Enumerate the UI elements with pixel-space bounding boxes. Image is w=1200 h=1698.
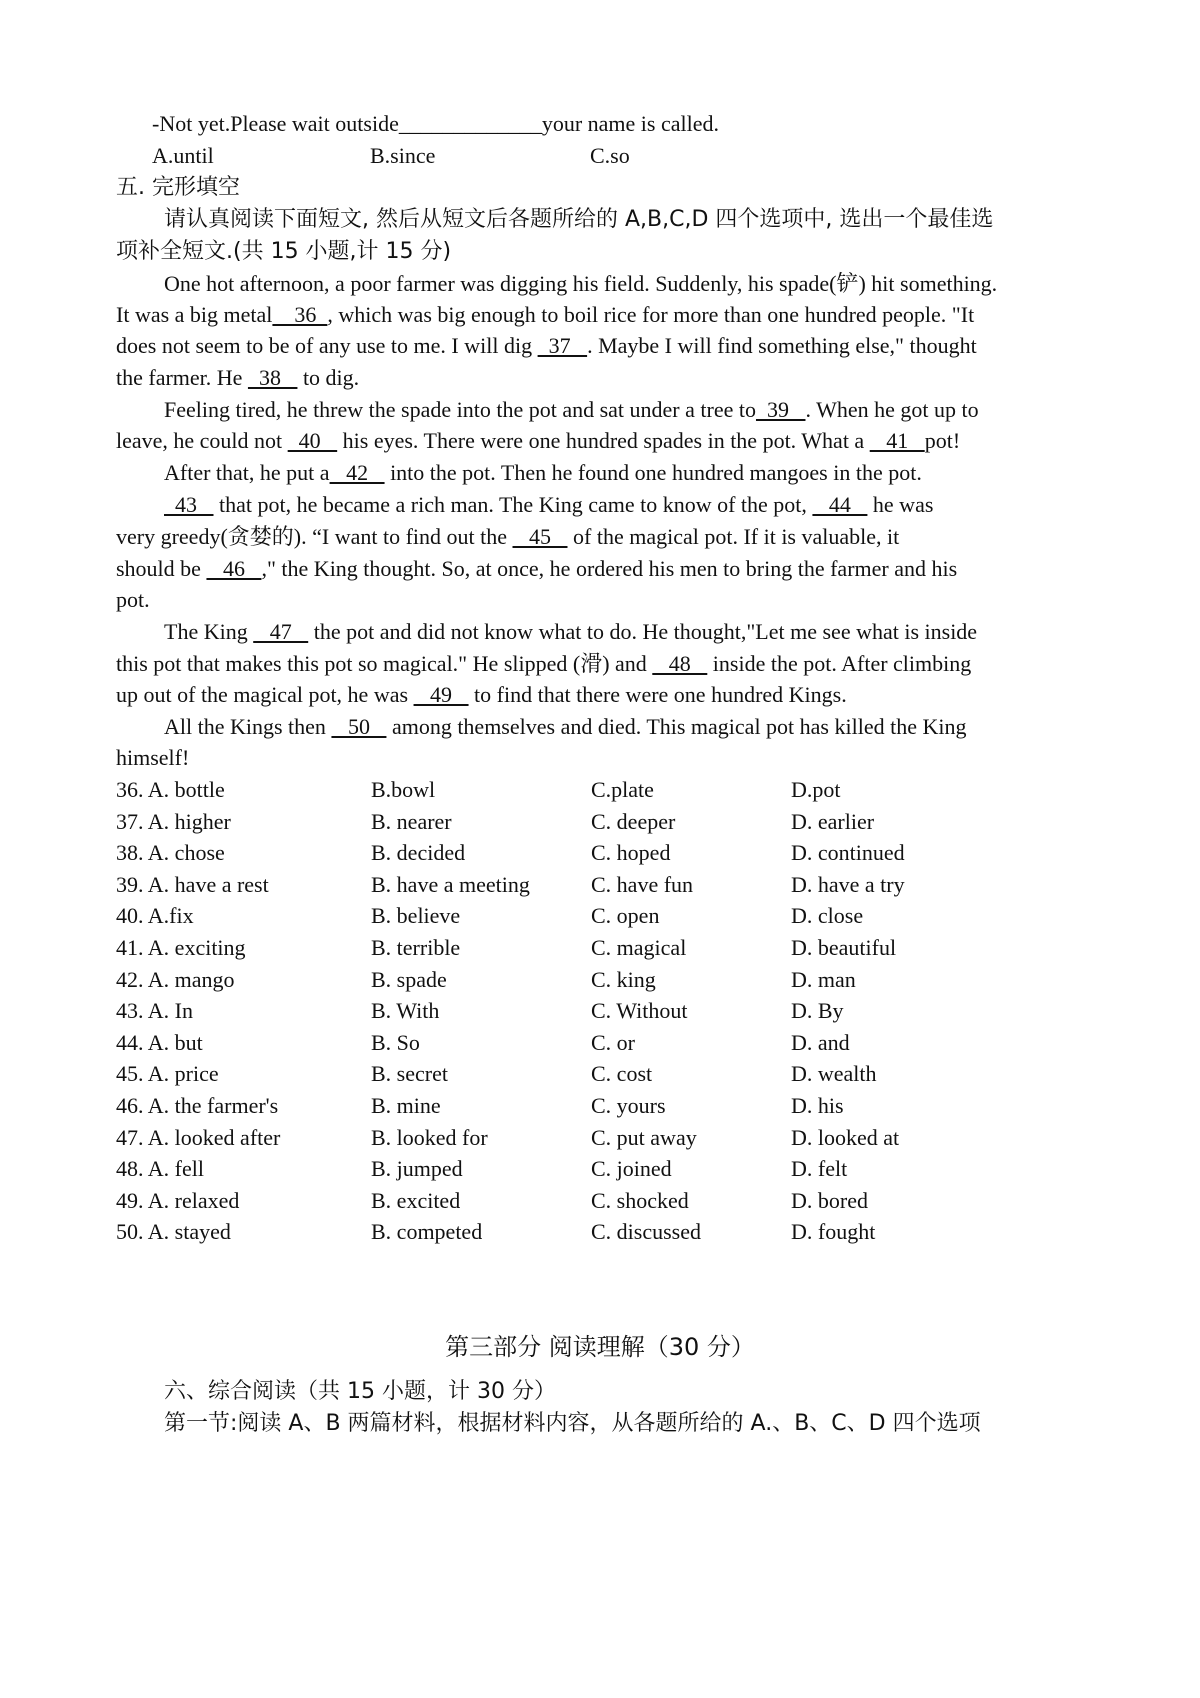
option-d: D. have a try xyxy=(791,871,905,897)
blank-43: 43 xyxy=(164,492,214,517)
option-row xyxy=(116,869,1116,901)
text: , which was big enough to boil rice for more than one hundred people. "It xyxy=(327,302,975,327)
option-c: C. joined xyxy=(591,1156,672,1182)
text: pot! xyxy=(924,428,961,453)
option-c: C. discussed xyxy=(591,1219,701,1245)
text: After that, he put a xyxy=(164,460,330,485)
text: leave, he could not xyxy=(116,428,288,453)
passage-line-11: pot. xyxy=(116,587,150,612)
option-d: D. wealth xyxy=(791,1061,877,1087)
option-d: D.pot xyxy=(791,777,841,802)
option-b: B. terrible xyxy=(371,935,461,960)
option-c: C. shocked xyxy=(591,1187,689,1213)
option-a: 36. A. bottle xyxy=(116,777,225,802)
option-c: C. hoped xyxy=(591,840,671,866)
prev-option-a: A.until xyxy=(152,143,214,168)
text: to find that there were one hundred Kings. xyxy=(468,682,847,707)
section5-heading: 五. 完形填空 xyxy=(116,175,240,200)
option-b: B. have a meeting xyxy=(371,871,530,897)
option-d: D. By xyxy=(791,998,844,1024)
text: his eyes. There were one hundred spades in the pot. What a xyxy=(337,428,870,453)
option-d: D. close xyxy=(791,903,864,929)
option-row xyxy=(116,900,1116,932)
option-a: 42. A. mango xyxy=(116,966,235,992)
option-row xyxy=(116,1153,1116,1185)
text: this pot that makes this pot so magical." He slipped (滑) and xyxy=(116,651,653,676)
text: . Maybe I will find something else," thought xyxy=(587,333,977,358)
text: All the Kings then xyxy=(164,714,332,739)
option-a: 46. A. the farmer's xyxy=(116,1093,279,1118)
prev-question-text-2: your name is called. xyxy=(541,111,720,136)
option-row xyxy=(116,1090,1116,1122)
text: that pot, he became a rich man. The King came to know of the pot, xyxy=(213,492,813,517)
blank-45: 45 xyxy=(512,524,568,549)
blank-46: 46 xyxy=(206,556,262,581)
option-row xyxy=(116,806,1116,838)
text: does not seem to be of any use to me. I will dig xyxy=(116,333,538,358)
option-a: 48. A. fell xyxy=(116,1156,204,1182)
passage-line-14 xyxy=(116,679,847,711)
text: the farmer. He xyxy=(116,365,248,390)
option-d: D. bored xyxy=(791,1187,868,1213)
option-a: 41. A. exciting xyxy=(116,935,246,960)
blank-44: 44 xyxy=(812,492,868,517)
option-row xyxy=(116,1122,1116,1154)
blank-48: 48 xyxy=(652,651,708,676)
text: of the magical pot. If it is valuable, it xyxy=(567,524,900,549)
option-b: B. secret xyxy=(371,1061,448,1087)
prev-question-blank: _____________ xyxy=(398,111,542,136)
option-d: D. continued xyxy=(791,840,905,866)
part3-instruction: 第一节:阅读 A、B 两篇材料，根据材料内容，从各题所给的 A.、B、C、D 四个选项 xyxy=(164,1411,981,1436)
option-c: C.plate xyxy=(591,777,654,802)
option-b: B. nearer xyxy=(371,808,452,834)
option-b: B. decided xyxy=(371,840,466,866)
option-c: C. Without xyxy=(591,998,688,1024)
passage-line-5 xyxy=(164,394,979,426)
blank-49: 49 xyxy=(413,682,469,707)
option-row xyxy=(116,1216,1116,1248)
prev-option-c: C.so xyxy=(590,143,630,168)
option-d: D. his xyxy=(791,1093,844,1118)
option-b: B. With xyxy=(371,998,440,1024)
option-row xyxy=(116,837,1116,869)
option-a: 47. A. looked after xyxy=(116,1124,281,1150)
option-b: B. mine xyxy=(371,1093,441,1118)
option-c: C. open xyxy=(591,903,660,929)
text: among themselves and died. This magical pot has killed the King xyxy=(386,714,967,739)
text: to dig. xyxy=(297,365,360,390)
part3-title: 第三部分 阅读理解（30 分） xyxy=(445,1333,755,1361)
option-a: 49. A. relaxed xyxy=(116,1187,240,1213)
passage-line-2 xyxy=(116,299,974,331)
blank-42: 42 xyxy=(329,460,385,485)
passage-line-8 xyxy=(164,489,933,521)
blank-37: 37 xyxy=(537,333,588,358)
passage-line-10 xyxy=(116,553,957,585)
text: he was xyxy=(867,492,934,517)
blank-38: 38 xyxy=(247,365,298,390)
option-a: 37. A. higher xyxy=(116,808,231,834)
blank-50: 50 xyxy=(331,714,387,739)
option-c: C. yours xyxy=(591,1093,666,1118)
text: up out of the magical pot, he was xyxy=(116,682,414,707)
option-a: 50. A. stayed xyxy=(116,1219,231,1245)
part3-sub-heading: 六、综合阅读（共 15 小题，计 30 分） xyxy=(164,1379,556,1404)
option-d: D. and xyxy=(791,1029,850,1055)
option-row xyxy=(116,1185,1116,1217)
passage-line-15 xyxy=(164,711,966,743)
option-row xyxy=(116,774,1116,806)
option-b: B. competed xyxy=(371,1219,483,1245)
prev-question-text-1: -Not yet.Please wait outside xyxy=(152,111,399,136)
passage-line-3 xyxy=(116,330,977,362)
prev-question-line xyxy=(152,108,719,140)
text: It was a big metal xyxy=(116,302,273,327)
option-d: D. fought xyxy=(791,1219,876,1245)
blank-39: 39 xyxy=(755,397,806,422)
option-a: 43. A. In xyxy=(116,998,193,1024)
option-a: 38. A. chose xyxy=(116,840,225,866)
option-c: C. have fun xyxy=(591,871,694,897)
option-d: D. beautiful xyxy=(791,935,897,960)
text: Feeling tired, he threw the spade into the pot and sat under a tree to xyxy=(164,397,756,422)
passage-line-16: himself! xyxy=(116,745,190,770)
option-d: D. earlier xyxy=(791,808,875,834)
option-d: D. man xyxy=(791,966,856,992)
prev-question-options xyxy=(152,140,752,172)
text: very greedy(贪婪的). “I want to find out the xyxy=(116,524,513,549)
passage-line-9 xyxy=(116,521,899,553)
passage-line-12 xyxy=(164,616,977,648)
option-b: B.bowl xyxy=(371,777,436,802)
text: into the pot. Then he found one hundred mangoes in the pot. xyxy=(384,460,922,485)
option-a: 44. A. but xyxy=(116,1029,203,1055)
text: the pot and did not know what to do. He thought,"Let me see what is inside xyxy=(308,619,978,644)
option-row xyxy=(116,964,1116,996)
option-b: B. spade xyxy=(371,966,447,992)
option-c: C. cost xyxy=(591,1061,653,1087)
passage-line-7 xyxy=(164,457,922,489)
blank-47: 47 xyxy=(253,619,309,644)
option-c: C. put away xyxy=(591,1124,697,1150)
option-b: B. looked for xyxy=(371,1124,488,1150)
text: should be xyxy=(116,556,207,581)
option-b: B. excited xyxy=(371,1187,461,1213)
option-c: C. deeper xyxy=(591,808,676,834)
option-row xyxy=(116,995,1116,1027)
option-a: 40. A.fix xyxy=(116,903,194,929)
passage-line-6 xyxy=(116,425,960,457)
passage-line-4 xyxy=(116,362,359,394)
option-row xyxy=(116,1058,1116,1090)
passage-line-13 xyxy=(116,648,971,680)
blank-41: 41 xyxy=(869,428,925,453)
option-c: C. or xyxy=(591,1029,635,1055)
option-a: 39. A. have a rest xyxy=(116,871,269,897)
option-b: B. believe xyxy=(371,903,461,929)
option-b: B. So xyxy=(371,1029,420,1055)
option-c: C. magical xyxy=(591,935,687,960)
text: inside the pot. After climbing xyxy=(707,651,972,676)
option-a: 45. A. price xyxy=(116,1061,219,1087)
text: . When he got up to xyxy=(805,397,979,422)
option-d: D. felt xyxy=(791,1156,848,1182)
option-d: D. looked at xyxy=(791,1124,900,1150)
text: ," the King thought. So, at once, he ordered his men to bring the farmer and his xyxy=(261,556,958,581)
option-b: B. jumped xyxy=(371,1156,463,1182)
blank-40: 40 xyxy=(287,428,338,453)
option-row xyxy=(116,1027,1116,1059)
section5-instruction-1: 请认真阅读下面短文, 然后从短文后各题所给的 A,B,C,D 四个选项中, 选出一个最佳选 xyxy=(164,207,994,232)
option-c: C. king xyxy=(591,966,656,992)
text: The King xyxy=(164,619,254,644)
passage-line-1: One hot afternoon, a poor farmer was digging his field. Suddenly, his spade(铲) hit something. xyxy=(164,271,998,296)
option-row xyxy=(116,932,1116,964)
blank-36: 36 xyxy=(272,302,328,327)
prev-option-b: B.since xyxy=(370,143,436,168)
section5-instruction-2: 项补全短文.(共 15 小题,计 15 分) xyxy=(116,239,452,264)
